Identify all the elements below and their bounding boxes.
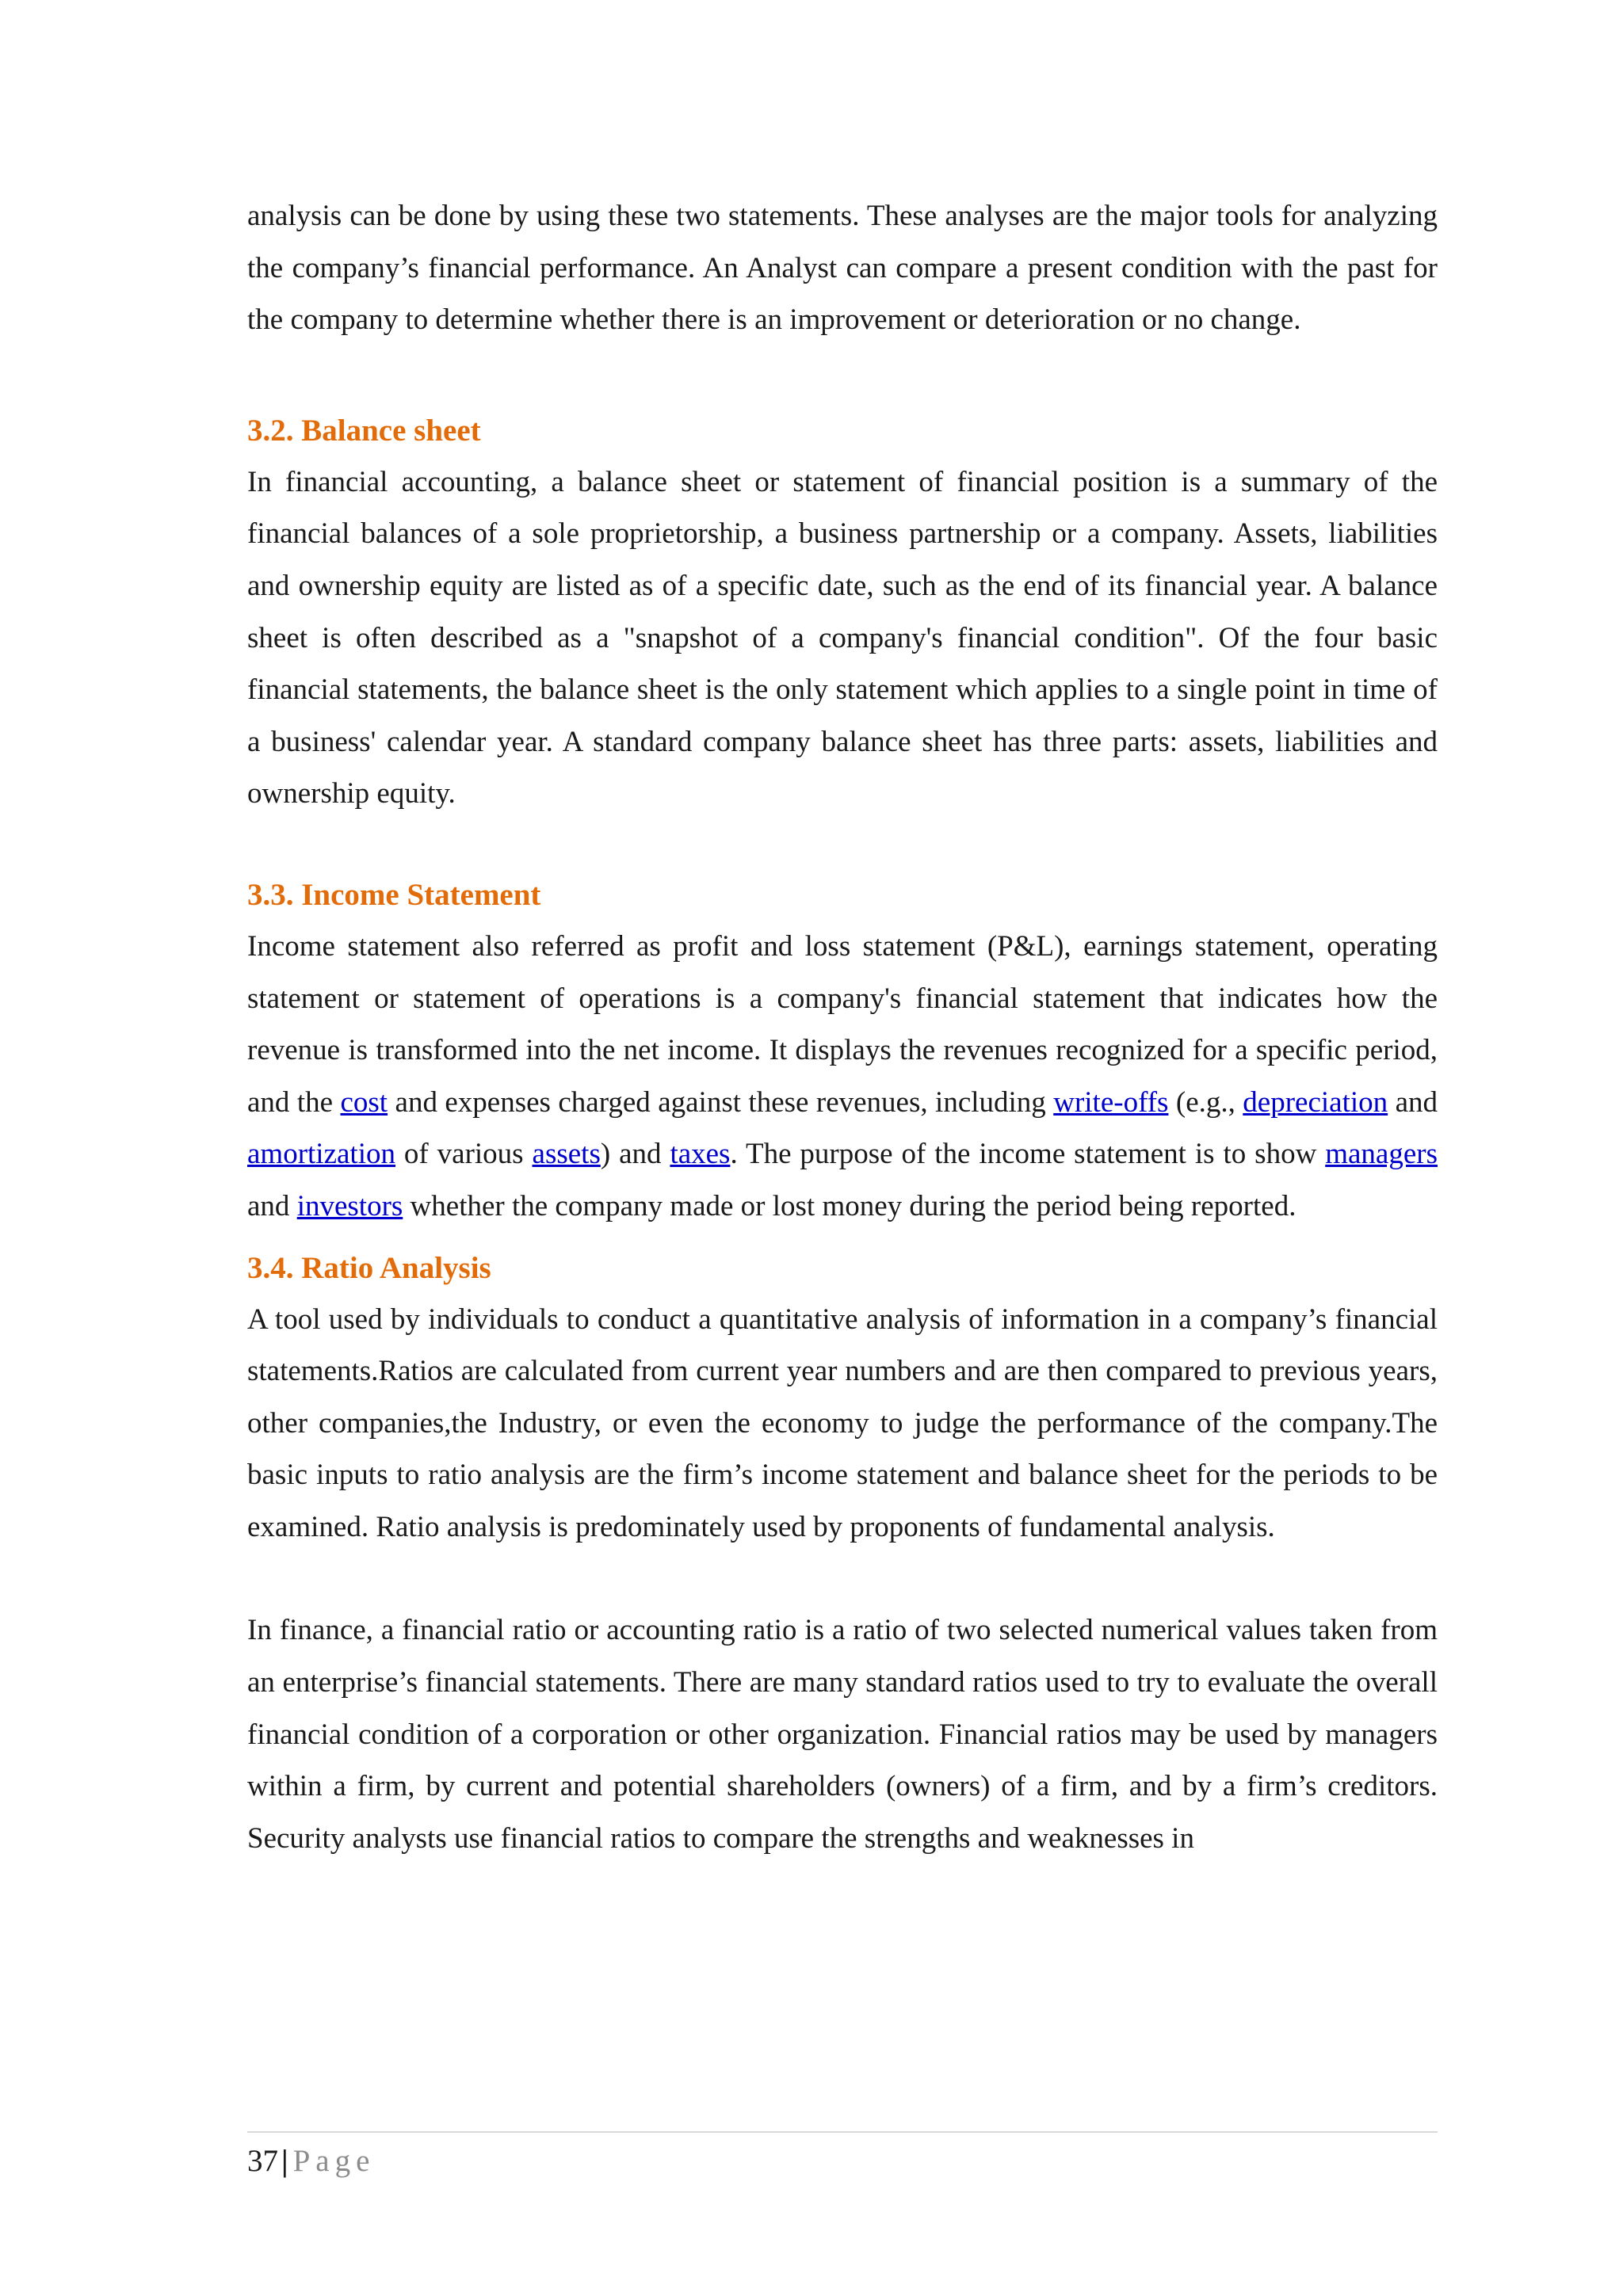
link-assets[interactable]: assets <box>532 1138 601 1171</box>
text-run: . The purpose of the income statement is to show <box>730 1138 1326 1171</box>
section-heading-income-statement: 3.3. Income Statement <box>247 877 541 912</box>
footer-divider <box>247 2131 1438 2133</box>
link-write-offs[interactable]: write-offs <box>1053 1085 1169 1119</box>
balance-sheet-paragraph: In financial accounting, a balance sheet or statement of financial position is a summary of the financial balances of a sole proprietorship, a business partnership or a company. Assets, liabilities and ownership equity are listed as of a specific date, such as the end of its financial year. A balance sheet is often described as a "snapshot of a company's financial condition". Of the four basic financial statements, the balance sheet is the only statement which applies to a single point in time of a business' calendar year. A standard company balance sheet has three parts: assets, liabilities and ownership equity. <box>247 465 1438 810</box>
link-cost[interactable]: cost <box>340 1085 388 1119</box>
link-managers[interactable]: managers <box>1325 1138 1438 1171</box>
text-run: and expenses charged against these revenues, including <box>388 1085 1054 1119</box>
link-investors[interactable]: investors <box>296 1189 403 1222</box>
page-label: Page <box>292 2144 376 2178</box>
section-heading-ratio-analysis: 3.4. Ratio Analysis <box>247 1250 491 1285</box>
link-amortization[interactable]: amortization <box>247 1138 395 1171</box>
page-number: 37 <box>247 2144 278 2178</box>
text-run: and <box>1388 1085 1438 1119</box>
link-depreciation[interactable]: depreciation <box>1243 1085 1388 1119</box>
text-run: whether the company made or lost money during the period being reported. <box>403 1189 1296 1222</box>
section-heading-balance-sheet: 3.2. Balance sheet <box>247 413 481 448</box>
page-footer <box>247 2131 1438 2180</box>
ratio-analysis-paragraph-2: In finance, a financial ratio or accounting ratio is a ratio of two selected numerical values taken from an enterprise’s financial statements. There are many standard ratios used to try to evaluate the overall financial condition of a corporation or other organization. Financial ratios may be used by managers within a firm, by current and potential shareholders (owners) of a firm, and by a firm’s creditors. Security analysts use financial ratios to compare the strengths and weaknesses in <box>247 1614 1438 1855</box>
text-run: Income statement also referred as profit and loss statement (P&L), earnings statement, operating statement or statement of operations is a company's financial statement that indicates how the revenue is transformed into the net income. It displays the revenues recognized for a specific period, and the <box>247 929 1438 1119</box>
link-taxes[interactable]: taxes <box>670 1138 731 1171</box>
intro-paragraph: analysis can be done by using these two statements. These analyses are the major tools for analyzing the company’s financial performance. An Analyst can compare a present condition with the past for the company to determine whether there is an improvement or deterioration or no change. <box>247 200 1438 337</box>
document-page <box>247 190 1438 1864</box>
ratio-analysis-paragraph-1: A tool used by individuals to conduct a quantitative analysis of information in a company’s financial statements.Ratios are calculated from current year numbers and are then compared to previous years, other companies,the Industry, or even the economy to judge the performance of the company.The basic inputs to ratio analysis are the firm’s income statement and balance sheet for the periods to be examined. Ratio analysis is predominately used by proponents of fundamental analysis. <box>247 1302 1438 1543</box>
text-run: ) and <box>600 1138 670 1171</box>
text-run: of various <box>395 1138 533 1171</box>
text-run: and <box>247 1189 297 1222</box>
text-run: (e.g., <box>1168 1085 1243 1119</box>
page-separator: | <box>281 2144 288 2178</box>
income-statement-paragraph <box>247 921 1438 1233</box>
page-indicator <box>247 2142 1438 2180</box>
